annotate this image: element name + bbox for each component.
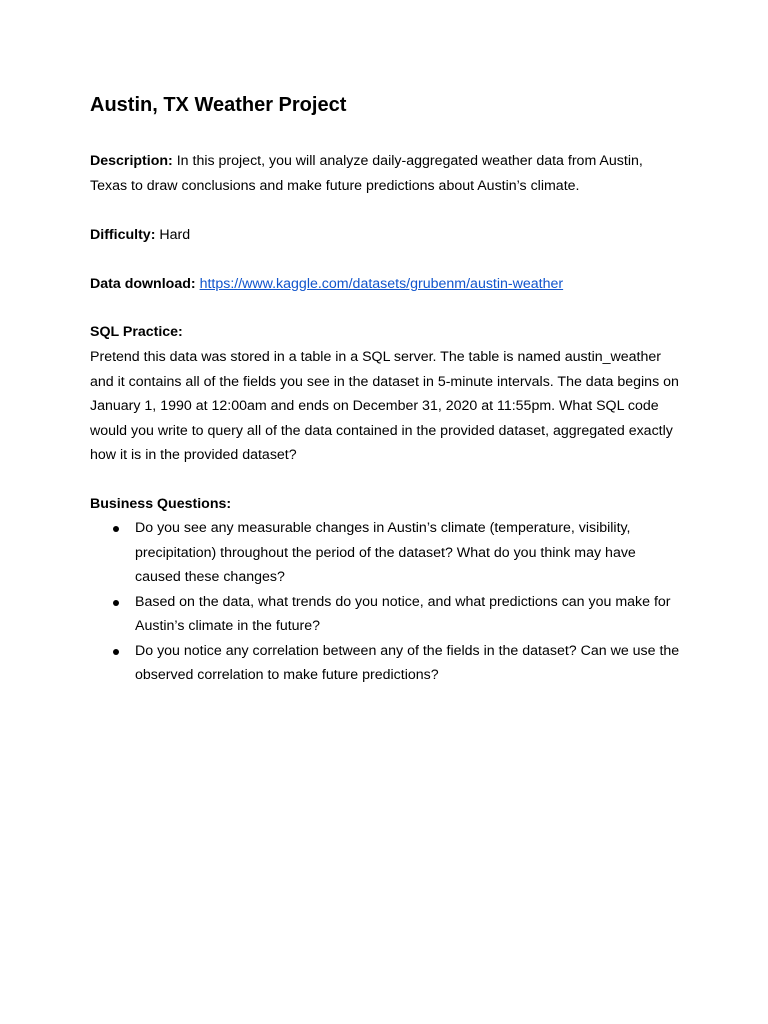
list-item-text: Based on the data, what trends do you notice, and what predictions can you make for Austin’s climate in the future?: [135, 593, 671, 634]
data-download-paragraph: [90, 272, 682, 297]
list-item: [90, 516, 682, 590]
business-questions-heading-text: Business Questions:: [90, 496, 232, 512]
business-questions-heading: [90, 492, 682, 517]
description-label: Description:: [90, 153, 173, 169]
business-questions-list: [90, 516, 682, 688]
bullet-icon: [113, 600, 119, 606]
list-item: [90, 639, 682, 688]
description-paragraph: [90, 149, 682, 198]
sql-practice-heading-text: SQL Practice:: [90, 324, 183, 340]
bullet-icon: [113, 526, 119, 532]
bullet-icon: [113, 649, 119, 655]
sql-practice-text: Pretend this data was stored in a table in a SQL server. The table is named austin_weather and it contains all of the fields you see in the dataset in 5-minute intervals. The data begins on January 1, 1990 at 12:00am and ends on December 31, 2020 at 11:55pm. What SQL code would you write to query all of the data contained in the provided dataset, aggregated exactly how it is in the provided dataset?: [90, 349, 679, 463]
list-item: [90, 590, 682, 639]
description-text: In this project, you will analyze daily-aggregated weather data from Austin, Texas to draw conclusions and make future predictions about Austin’s climate.: [90, 153, 643, 194]
difficulty-value: Hard: [155, 227, 191, 243]
difficulty-paragraph: [90, 223, 682, 248]
difficulty-label: Difficulty:: [90, 227, 156, 243]
data-download-label: Data download:: [90, 276, 196, 292]
sql-practice-heading: [90, 320, 682, 345]
page-title: Austin, TX Weather Project: [90, 94, 347, 116]
list-item-text: Do you notice any correlation between any of the fields in the dataset? Can we use the observed correlation to make future predictions?: [135, 642, 680, 683]
data-download-link[interactable]: https://www.kaggle.com/datasets/grubenm/austin-weather: [199, 276, 564, 292]
list-item-text: Do you see any measurable changes in Austin’s climate (temperature, visibility, precipitation) throughout the period of the dataset? What do you think may have caused these changes?: [135, 520, 636, 585]
